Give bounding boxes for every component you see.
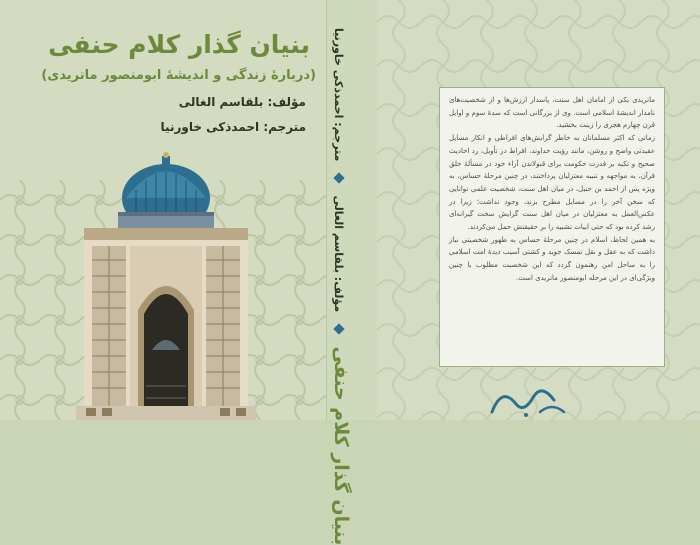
mausoleum-illustration [72, 150, 260, 420]
front-cover [0, 0, 326, 420]
translator-line: مترجم: احمدذکی خاورنیا [160, 120, 306, 134]
spine-title: بنیان گذار کلام حنفی [330, 346, 352, 545]
back-cover [377, 0, 700, 420]
publisher-logo-icon [482, 382, 572, 420]
diamond-ornament-icon [334, 324, 345, 335]
blurb-text [449, 94, 655, 285]
book-subtitle: (دربارهٔ زندگی و اندیشهٔ ابومنصور ماتریدی) [41, 68, 316, 83]
book-spine [326, 0, 378, 545]
spine-text [330, 28, 352, 545]
author-line: مؤلف: بلقاسم الغالی [178, 95, 306, 109]
book-title: بنیان گذار کلام حنفی [48, 30, 310, 59]
blurb-paragraph: ماتریدی یکی از امامان اهل سنت، پاسدار ارزش‌ها و از شخصیت‌های نامدار اندیشهٔ اسلامی است. وی از بزرگانی است که سدهٔ سوم و اوایل قرن چهارم هجری را زینت بخشید. [449, 96, 655, 130]
diamond-ornament-icon [334, 173, 345, 184]
blurb-box [439, 87, 665, 367]
spine-author: مؤلف: بلقاسم الغالی [332, 195, 345, 313]
spine-translator: مترجم: احمدذکی خاورنیا [332, 28, 345, 162]
blurb-paragraph: زمانی که اکثر مسلمانان به خاطر گرایش‌های افراطی و انکار مسایل عقیدتی واضح و روشن، مانند رؤیت خداوند، افراط در تأویل، رد احادیث صحیح و تکیه بر قدرت حکومت برای قبولاندن آراء خود در مسألهٔ خلق قرآن، به مواجهه و تنبیه معتزلیان پرداختند، در چنین مرحلهٔ حساس، به ویژه پس از احمد بن حنبل، در میان اهل سنت، شخصیت علمی توانایی که سخن آخر را در مسایل مطرح بزند، وجود نداشت؛ زیرا در عکس‌العمل به معتزلیان در میان اهل سنت گرایش سخت گیرانه‌ای رشد کرده بود که حتی ابیات تشبیه را بر حقیقتش حمل می‌کردند. [449, 134, 655, 232]
blurb-paragraph: به همین لحاظ، اسلام در چنین مرحلهٔ حساس به ظهور شخصیتی نیاز داشت که به عقل و نقل تمسک جوید و کشتی آسیب دیدهٔ امت اسلامی را به ساحل امن رهنمون گردد که این شخصیت مطلوب با چنین ویژگی‌ای در این مرحله ابومنصور ماتریدی است. [449, 235, 655, 282]
